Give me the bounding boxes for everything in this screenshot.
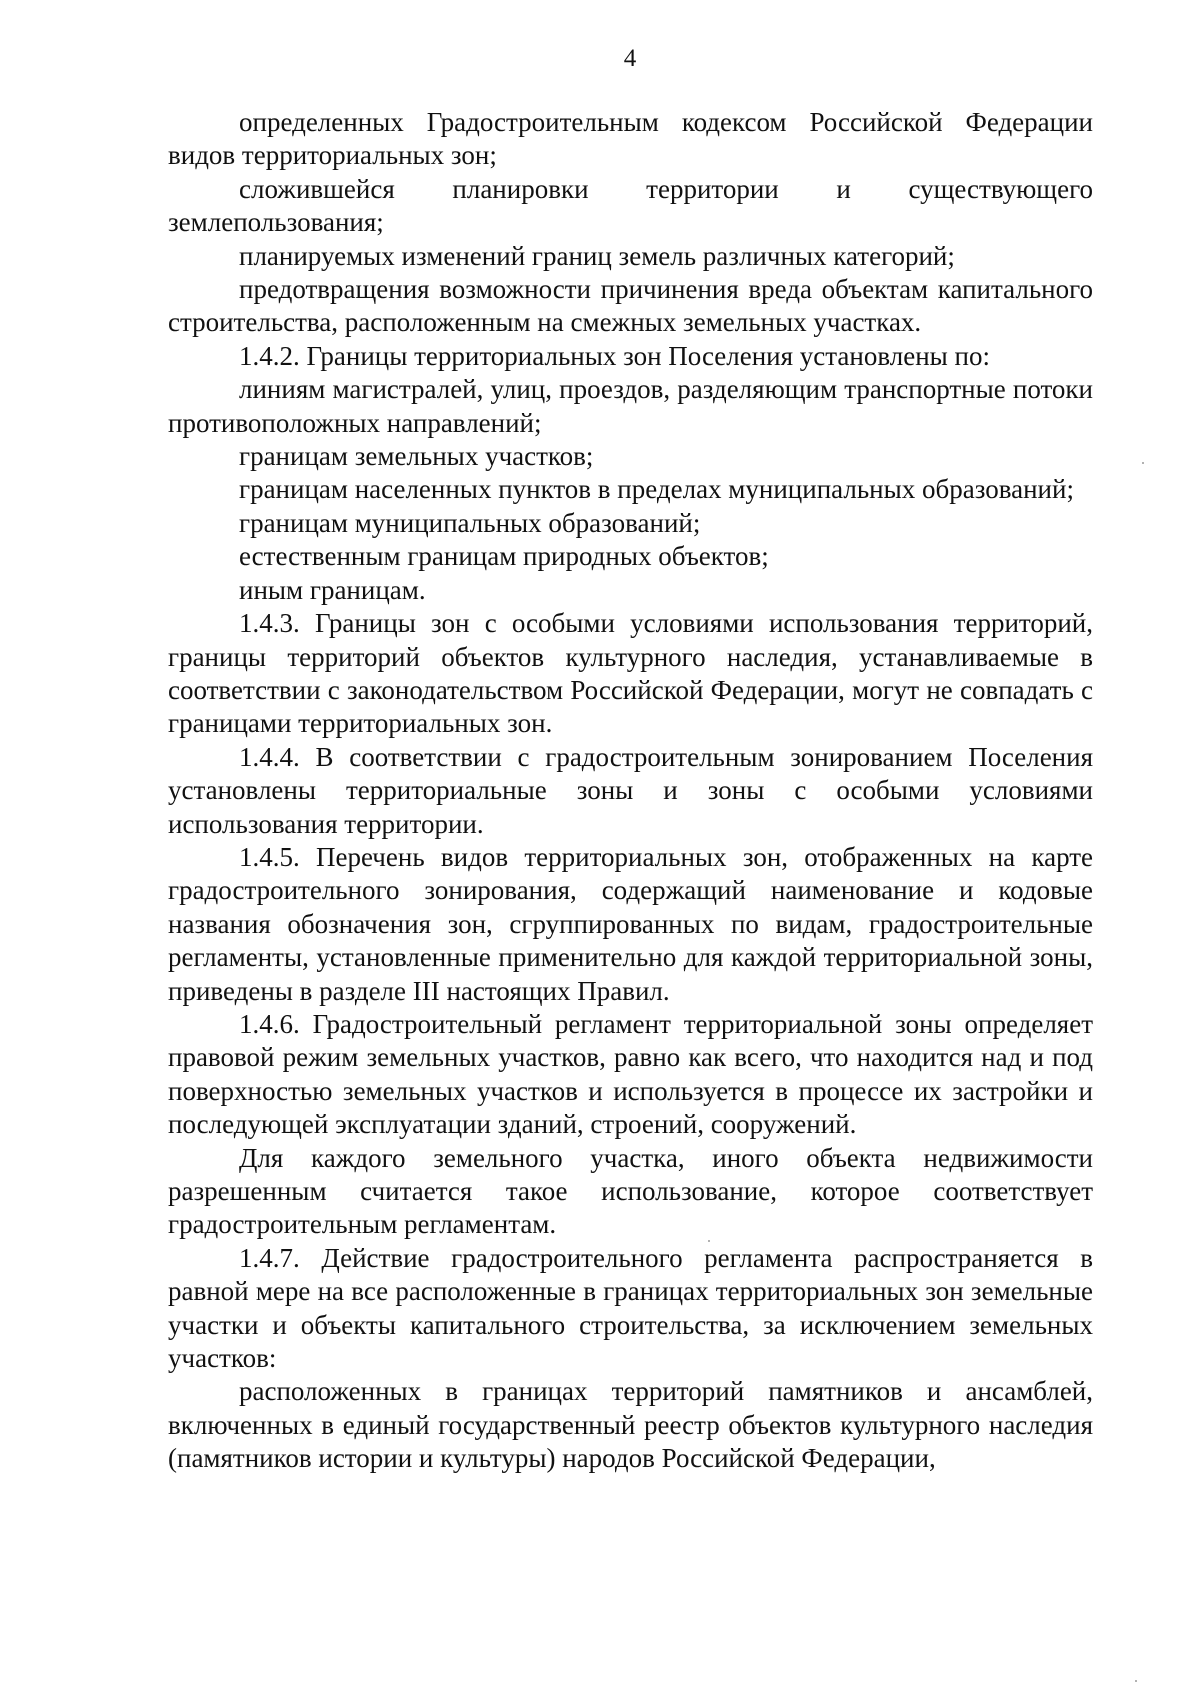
paragraph-6: линиям магистралей, улиц, проездов, разделяющим транспортные потоки противоположных направлений; (168, 374, 1093, 438)
paragraph-12: 1.4.3. Границы зон с особыми условиями использования территорий, границы территорий объектов культурного наследия, устанавливаемые в соответствии с законодательством Российской Федерации, могут не совпадать с границами территориальных зон. (168, 608, 1093, 739)
paragraph-18: расположенных в границах территорий памятников и ансамблей, включенных в единый государственный реестр объектов культурного наследия (памятников истории и культуры) народов Российской Федерации, (168, 1376, 1093, 1474)
paragraph-7: границам земельных участков; (239, 441, 594, 472)
paragraph-14: 1.4.5. Перечень видов территориальных зон, отображенных на карте градостроительного зонирования, содержащий наименование и кодовые названия обозначения зон, сгруппированных по видам, градостроительные регламенты, установленные применительно для каждой территориальной зоны, приведены в разделе III настоящих Правил. (168, 841, 1093, 1006)
paragraph-15: 1.4.6. Градостроительный регламент территориальной зоны определяет правовой режим земельных участков, равно как всего, что находится над и под поверхностью земельных участков и используется в процессе их застройки и последующей эксплуатации зданий, строений, сооружений. (168, 1008, 1093, 1140)
paragraph-4: предотвращения возможности причинения вреда объектам капитального строительства, расположенным на смежных земельных участках. (168, 274, 1093, 338)
paragraph-1: определенных Градостроительным кодексом Российской Федерации видов территориальных зон; (168, 107, 1093, 171)
paragraph-17: 1.4.7. Действие градостроительного регламента распространяется в равной мере на все расположенные в границах территориальных зон земельные участки и объекты капитального строительства, за исключением земельных участков: (168, 1242, 1093, 1374)
paragraph-5: 1.4.2. Границы территориальных зон Поселения установлены по: (239, 340, 990, 371)
paragraph-9: границам муниципальных образований; (239, 507, 701, 538)
scan-speck (708, 1240, 710, 1242)
paragraph-16: Для каждого земельного участка, иного объекта недвижимости разрешенным считается такое использование, которое соответствует градостроительным регламентам. (168, 1142, 1093, 1240)
page-number: 4 (623, 45, 637, 72)
paragraph-8: границам населенных пунктов в пределах муниципальных образований; (239, 474, 1074, 505)
paragraph-10: естественным границам природных объектов; (239, 541, 769, 572)
paragraph-13: 1.4.4. В соответствии с градостроительным зонированием Поселения установлены территориальные зоны и зоны с особыми условиями использования территории. (168, 741, 1093, 839)
scan-speck (1135, 1680, 1137, 1682)
paragraph-11: иным границам. (239, 574, 426, 605)
scan-speck (1142, 462, 1144, 464)
paragraph-2: сложившейся планировки территории и существующего землепользования; (168, 173, 1093, 238)
paragraph-3: планируемых изменений границ земель различных категорий; (239, 240, 955, 271)
document-body (168, 106, 1093, 1476)
